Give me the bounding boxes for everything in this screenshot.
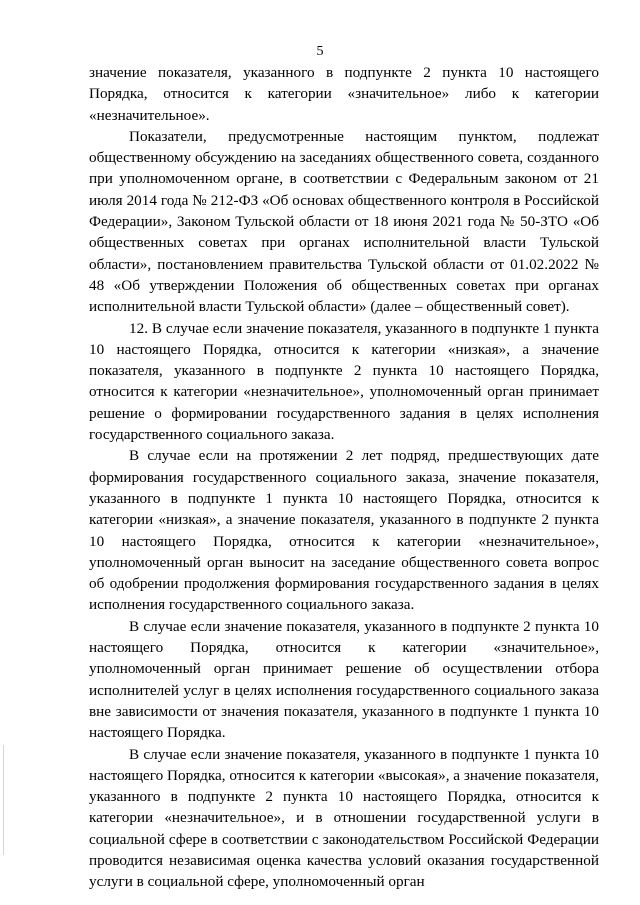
paragraph-two-years-case: В случае если на протяжении 2 лет подряд, предшествующих дате формирования государственного социального заказа, значение показателя, указанного в подпункте 1 пункта 10 настоящего Порядка, относится к категории «низкая», а значение показателя, указанного в подпункте 2 пункта 10 настоящего Порядка, относится к категории «незначительное», уполномоченный орган выносит на заседание общественного совета вопрос об одобрении продолжения формирования государственного задания в целях исполнения государственного социального заказа. bbox=[89, 447, 599, 614]
paragraph-significant-case: В случае если значение показателя, указанного в подпункте 2 пункта 10 настоящего Порядка, относится к категории «значительное», уполномоченный орган принимает решение об осуществлении отбора исполнителей услуг в целях исполнения государственного социального заказа вне зависимости от значения показателя, указанного в подпункте 1 пункта 10 настоящего Порядка. bbox=[89, 617, 599, 742]
paragraph-clause-12: 12. В случае если значение показателя, указанного в подпункте 1 пункта 10 настоящего Порядка, относится к категории «низкая», а значение показателя, указанного в подпункте 2 пункта 10 настоящего Порядка, относится к категории «незначительное», уполномоченный орган принимает решение о формировании государственного задания в целях исполнения государственного социального заказа. bbox=[89, 319, 599, 444]
document-body bbox=[89, 62, 599, 893]
paragraph-continuation: значение показателя, указанного в подпункте 2 пункта 10 настоящего Порядка, относится к категории «значительное» либо к категории «незначительное». bbox=[89, 64, 599, 124]
scan-edge-line bbox=[3, 745, 4, 855]
page-number: 5 bbox=[316, 44, 324, 59]
paragraph-high-case: В случае если значение показателя, указанного в подпункте 1 пункта 10 настоящего Порядка, относится к категории «высокая», а значение показателя, указанного в подпункте 2 пункта 10 настоящего Порядка, относится к категории «незначительное», и в отношении государственной услуги в социальной сфере в соответствии с законодательством Российской Федерации проводится независимая оценка качества условий оказания государственной услуги в социальной сфере, уполномоченный орган bbox=[89, 745, 599, 891]
paragraph-indicators-discussion: Показатели, предусмотренные настоящим пунктом, подлежат общественному обсуждению на заседаниях общественного совета, созданного при уполномоченном органе, в соответствии с Федеральным законом от 21 июля 2014 года № 212-ФЗ «Об основах общественного контроля в Российской Федерации», Законом Тульской области от 18 июня 2021 года № 50-ЗТО «Об общественных советах при органах исполнительной власти Тульской области», постановлением правительства Тульской области от 01.02.2022 № 48 «Об утверждении Положения об общественных советах при органах исполнительной власти Тульской области» (далее – общественный совет). bbox=[89, 127, 599, 316]
